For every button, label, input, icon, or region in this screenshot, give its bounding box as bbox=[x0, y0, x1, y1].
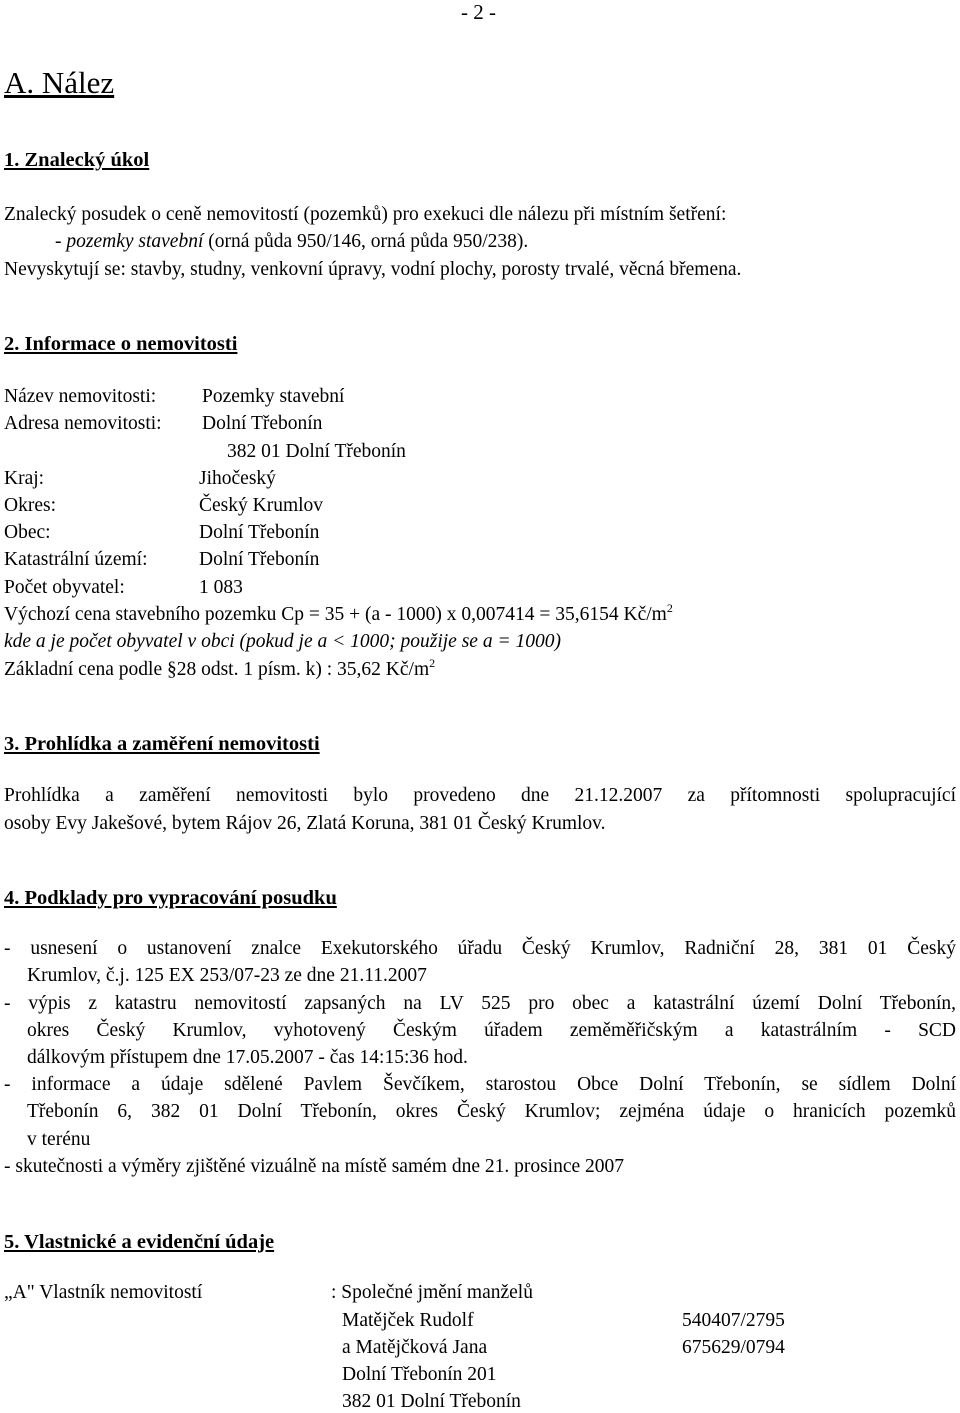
superscript: 2 bbox=[666, 601, 673, 615]
list-item-continuation: dálkovým přístupem dne 17.05.2007 - čas 14:15:36 hod. bbox=[27, 1047, 468, 1068]
section-4-title: 4. Podklady pro vypracování posudku bbox=[4, 887, 337, 909]
s1-line-2-italic: pozemky stavební bbox=[66, 231, 204, 252]
formula-note: kde a je počet obyvatel v obci (pokud je a < 1000; použije se a = 1000) bbox=[4, 631, 561, 652]
info-label: Počet obyvatel: bbox=[4, 577, 125, 598]
base-price-formula bbox=[4, 603, 673, 626]
owner-birth-number: 675629/0794 bbox=[682, 1337, 785, 1358]
s1-line-2-rest: (orná půda 950/146, orná půda 950/238). bbox=[203, 231, 529, 252]
info-label: Kraj: bbox=[4, 468, 45, 489]
info-value: 1 083 bbox=[199, 577, 243, 598]
info-value: 382 01 Dolní Třebonín bbox=[227, 441, 406, 462]
info-label: Katastrální území: bbox=[4, 549, 148, 570]
list-item-continuation: v terénu bbox=[27, 1129, 91, 1150]
owner-label: „A" Vlastník nemovitostí bbox=[4, 1282, 203, 1303]
section-1-title: 1. Znalecký úkol bbox=[4, 149, 150, 171]
s3-line-2: osoby Evy Jakešové, bytem Rájov 26, Zlatá Koruna, 381 01 Český Krumlov. bbox=[4, 813, 606, 834]
owner-birth-number: 540407/2795 bbox=[682, 1310, 785, 1331]
s3-line-1: Prohlídka a zaměření nemovitosti bylo provedeno dne 21.12.2007 za přítomnosti spolupracující bbox=[4, 785, 956, 806]
list-item-continuation: Třebonín 6, 382 01 Dolní Třebonín, okres Český Krumlov; zejména údaje o hranicích pozemků bbox=[27, 1101, 956, 1122]
info-label: Název nemovitosti: bbox=[4, 386, 157, 407]
s1-line-3: Nevyskytují se: stavby, studny, venkovní úpravy, vodní plochy, porosty trvalé, věcná břemena. bbox=[4, 259, 742, 280]
owner-value: : Společné jmění manželů bbox=[331, 1282, 533, 1303]
superscript: 2 bbox=[429, 656, 436, 670]
section-3-title: 3. Prohlídka a zaměření nemovitosti bbox=[4, 733, 320, 755]
page-number: - 2 - bbox=[461, 0, 496, 24]
base-price-text: Základní cena podle §28 odst. 1 písm. k) : 35,62 Kč/m bbox=[4, 659, 430, 680]
section-5-title: 5. Vlastnické a evidenční údaje bbox=[4, 1231, 275, 1253]
info-label: Obec: bbox=[4, 522, 51, 543]
list-item: - informace a údaje sdělené Pavlem Ševčíkem, starostou Obce Dolní Třebonín, se sídlem Dolní bbox=[4, 1074, 956, 1095]
info-label: Adresa nemovitosti: bbox=[4, 413, 162, 434]
s1-line-1: Znalecký posudek o ceně nemovitostí (pozemků) pro exekuci dle nálezu při místním šetření: bbox=[4, 204, 727, 225]
list-item: - usnesení o ustanovení znalce Exekutorského úřadu Český Krumlov, Radniční 28, 381 01 Český bbox=[4, 938, 956, 959]
info-value: Jihočeský bbox=[199, 468, 276, 489]
owner-name: a Matějčková Jana bbox=[342, 1337, 488, 1358]
list-item: - výpis z katastru nemovitostí zapsaných na LV 525 pro obec a katastrální území Dolní Třebonín, bbox=[4, 993, 956, 1014]
s1-line-2-prefix: - bbox=[55, 231, 67, 252]
section-2-title: 2. Informace o nemovitosti bbox=[4, 333, 238, 355]
owner-address-line-1: Dolní Třebonín 201 bbox=[342, 1364, 497, 1385]
base-price bbox=[4, 658, 435, 681]
list-item: - skutečnosti a výměry zjištěné vizuálně na místě samém dne 21. prosince 2007 bbox=[4, 1156, 625, 1177]
s1-line-2 bbox=[55, 230, 528, 253]
owner-name: Matějček Rudolf bbox=[342, 1310, 474, 1331]
page-title: A. Nález bbox=[4, 65, 115, 100]
info-value: Dolní Třebonín bbox=[199, 549, 320, 570]
owner-address-line-2: 382 01 Dolní Třebonín bbox=[342, 1391, 521, 1412]
info-value: Český Krumlov bbox=[199, 495, 324, 516]
base-price-formula-text: Výchozí cena stavebního pozemku Cp = 35 + (a - 1000) x 0,007414 = 35,6154 Kč/m bbox=[4, 604, 667, 625]
info-value: Dolní Třebonín bbox=[202, 413, 323, 434]
info-label: Okres: bbox=[4, 495, 56, 516]
info-value: Pozemky stavební bbox=[202, 386, 345, 407]
info-value: Dolní Třebonín bbox=[199, 522, 320, 543]
list-item-continuation: Krumlov, č.j. 125 EX 253/07-23 ze dne 21.11.2007 bbox=[27, 965, 427, 986]
list-item-continuation: okres Český Krumlov, vyhotovený Českým úřadem zeměměřičským a katastrálním - SCD bbox=[27, 1020, 956, 1041]
